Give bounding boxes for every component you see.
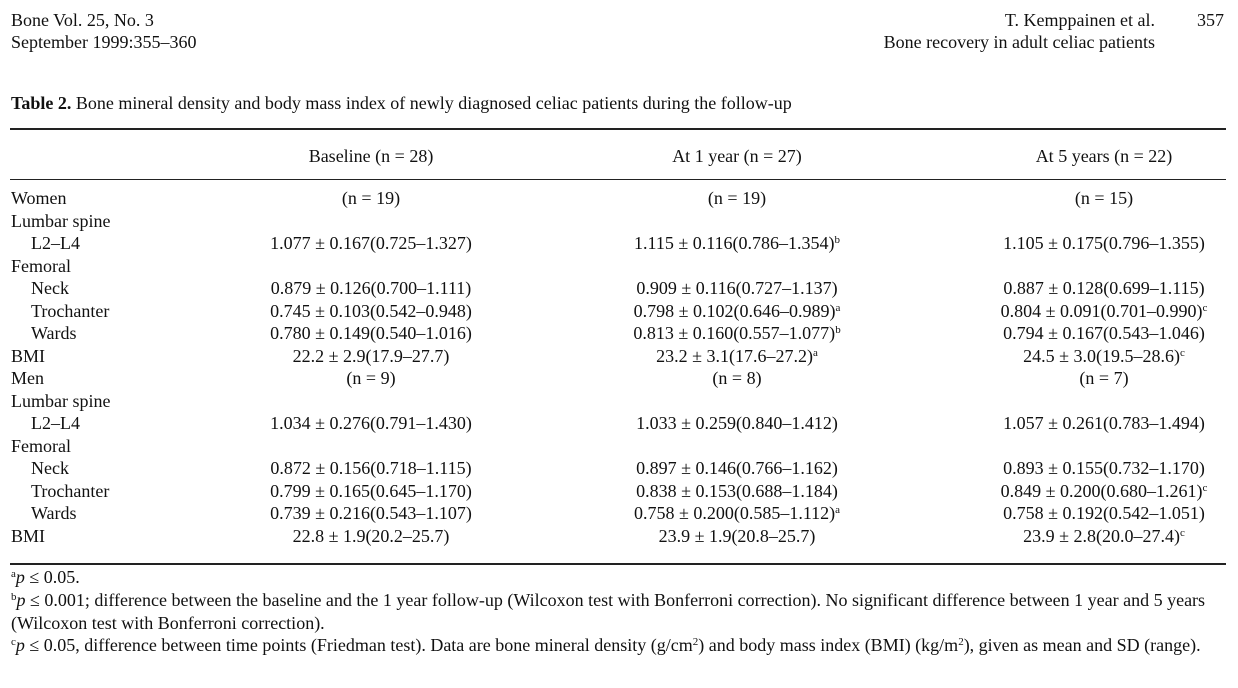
row-label: Lumbar spine — [11, 390, 111, 411]
journal-date-pages: September 1999:355–360 — [11, 32, 197, 52]
cell-baseline — [270, 323, 472, 344]
cell-5-years — [1003, 323, 1205, 344]
cell-5-years — [1075, 188, 1133, 209]
row-label: Femoral — [11, 435, 71, 456]
cell-5-years — [1003, 233, 1205, 254]
footnote-c-text-1: ≤ 0.05, difference between time points (Friedman test). Data are bone mineral density (g/cm — [24, 635, 693, 655]
cell-value: (n = 19) — [707, 188, 767, 208]
column-header-5-years: At 5 years (n = 22) — [1035, 146, 1173, 166]
cell-value: 0.893 ± 0.155(0.732–1.170) — [1003, 458, 1205, 478]
cell-baseline — [270, 503, 472, 524]
running-header-right — [884, 9, 1155, 53]
footnote-c-text-2: ) and body mass index (BMI) (kg/m — [698, 635, 959, 655]
cell-value: 0.758 ± 0.200(0.585–1.112) — [633, 503, 836, 523]
cell-5-years — [1001, 481, 1208, 502]
footnote-a-p: p — [15, 567, 25, 587]
row-label: L2–L4 — [31, 413, 80, 433]
cell-value: 23.9 ± 2.8(20.0–27.4) — [1023, 525, 1180, 546]
footnote-marker: c — [1179, 346, 1185, 359]
cell-value: 1.033 ± 0.259(0.840–1.412) — [636, 413, 838, 433]
row-label: Neck — [31, 278, 69, 298]
cell-value: 1.077 ± 0.167(0.725–1.327) — [270, 233, 472, 253]
footnote-c-sup-1: 2 — [692, 636, 699, 648]
cell-value: 0.745 ± 0.103(0.542–0.948) — [270, 300, 472, 321]
column-header-1-year: At 1 year (n = 27) — [672, 146, 802, 166]
cell-5-years — [1003, 503, 1205, 524]
cell-5-years — [1003, 413, 1205, 434]
cell-value: 0.838 ± 0.153(0.688–1.184) — [636, 480, 838, 501]
page-number: 357 — [1197, 10, 1224, 30]
row-label: Women — [11, 188, 67, 208]
cell-1-year — [634, 301, 841, 322]
cell-value: 0.799 ± 0.165(0.645–1.170) — [270, 480, 472, 501]
cell-value: 1.034 ± 0.276(0.791–1.430) — [270, 413, 472, 433]
running-header-left — [11, 9, 196, 53]
cell-value: 0.739 ± 0.216(0.543–1.107) — [270, 503, 472, 523]
journal-volume: Bone Vol. 25, No. 3 — [11, 10, 154, 30]
cell-value: 0.897 ± 0.146(0.766–1.162) — [636, 458, 838, 478]
footnote-b-mark: b — [11, 591, 17, 603]
cell-value: 0.887 ± 0.128(0.699–1.115) — [1003, 278, 1205, 298]
footnote-b — [11, 589, 1227, 634]
cell-baseline — [342, 188, 400, 209]
cell-value: 0.849 ± 0.200(0.680–1.261) — [1000, 480, 1203, 501]
cell-baseline — [270, 301, 472, 322]
footnote-b-p: p — [16, 590, 26, 610]
cell-5-years — [1079, 368, 1128, 389]
cell-value: 0.794 ± 0.167(0.543–1.046) — [1003, 323, 1205, 343]
cell-value: 23.2 ± 3.1(17.6–27.2) — [656, 345, 813, 366]
cell-1-year — [656, 346, 818, 367]
footnote-marker: c — [1179, 526, 1185, 539]
footnote-marker: b — [835, 324, 841, 336]
cell-1-year — [634, 233, 840, 254]
cell-value: (n = 9) — [346, 368, 396, 388]
cell-value: (n = 15) — [1074, 188, 1134, 208]
cell-value: (n = 7) — [1079, 368, 1129, 388]
table-header-rule — [10, 179, 1226, 180]
cell-1-year — [659, 526, 816, 547]
footnote-c-mark: c — [11, 636, 16, 648]
table-bottom-rule — [10, 563, 1226, 565]
cell-value: 24.5 ± 3.0(19.5–28.6) — [1023, 345, 1180, 366]
cell-value: 1.115 ± 0.116(0.786–1.354) — [633, 233, 835, 253]
row-label: BMI — [11, 525, 46, 546]
row-label: Femoral — [11, 255, 71, 276]
cell-5-years — [1001, 301, 1208, 322]
row-label: Wards — [31, 323, 77, 343]
cell-value: 0.798 ± 0.102(0.646–0.989) — [633, 300, 836, 321]
cell-value: 0.879 ± 0.126(0.700–1.111) — [270, 278, 472, 298]
cell-1-year — [708, 188, 766, 209]
footnote-a-mark: a — [11, 568, 16, 580]
row-label: Lumbar spine — [11, 210, 111, 231]
footnote-marker: b — [834, 234, 841, 246]
row-label: L2–L4 — [31, 233, 80, 253]
row-label: Trochanter — [31, 300, 110, 321]
cell-5-years — [1023, 346, 1185, 367]
footnote-c-text-3: ), given as mean and SD (range). — [963, 635, 1201, 655]
cell-value: (n = 8) — [712, 368, 762, 388]
cell-value: 23.9 ± 1.9(20.8–25.7) — [658, 525, 816, 546]
cell-1-year — [636, 481, 838, 502]
cell-5-years — [1003, 458, 1205, 479]
cell-baseline — [270, 413, 472, 434]
table-top-rule — [10, 128, 1226, 130]
row-label: Men — [11, 368, 44, 388]
cell-value: 0.804 ± 0.091(0.701–0.990) — [1000, 300, 1203, 321]
cell-value: (n = 19) — [341, 188, 401, 208]
footnote-marker: a — [835, 301, 841, 314]
cell-value: 1.057 ± 0.261(0.783–1.494) — [1003, 413, 1205, 433]
footnote-marker: a — [835, 504, 841, 516]
footnote-marker: a — [812, 346, 818, 359]
cell-value: 22.8 ± 1.9(20.2–25.7) — [292, 525, 450, 546]
cell-baseline — [293, 346, 450, 367]
cell-baseline — [270, 481, 472, 502]
footnote-c-sup-2: 2 — [958, 636, 964, 648]
cell-value: 0.909 ± 0.116(0.727–1.137) — [636, 278, 838, 298]
cell-baseline — [293, 526, 450, 547]
footnote-c-p: p — [15, 635, 25, 655]
cell-5-years — [1003, 278, 1204, 299]
row-label: Wards — [31, 503, 77, 523]
footnote-a — [11, 566, 1227, 589]
cell-1-year — [634, 503, 840, 524]
cell-5-years — [1023, 526, 1185, 547]
cell-baseline — [271, 278, 472, 299]
footnote-c — [11, 634, 1227, 657]
cell-baseline — [270, 458, 471, 479]
cell-1-year — [712, 368, 761, 389]
article-short-title: Bone recovery in adult celiac patients — [883, 32, 1155, 52]
row-label: Neck — [31, 458, 69, 478]
footnote-b-text: ≤ 0.001; difference between the baseline and the 1 year follow-up (Wilcoxon test with Bonferroni correction). No significant difference between 1 year and 5 years (Wilcoxon test with Bonferroni correction). — [11, 590, 1206, 633]
cell-1-year — [636, 458, 838, 479]
cell-1-year — [636, 278, 837, 299]
cell-value: 0.780 ± 0.149(0.540–1.016) — [270, 323, 472, 343]
table-caption-label: Table 2. — [11, 93, 72, 113]
cell-baseline — [346, 368, 395, 389]
column-header-baseline: Baseline (n = 28) — [308, 146, 434, 166]
cell-1-year — [636, 413, 838, 434]
table-caption-text: Bone mineral density and body mass index of newly diagnosed celiac patients during the follow-up — [75, 93, 792, 113]
cell-baseline — [270, 233, 472, 254]
table-caption — [11, 93, 792, 114]
cell-value: 1.105 ± 0.175(0.796–1.355) — [1003, 233, 1205, 253]
cell-1-year — [633, 323, 840, 344]
cell-value: 0.872 ± 0.156(0.718–1.115) — [270, 458, 472, 478]
cell-value: 0.813 ± 0.160(0.557–1.077) — [633, 323, 836, 343]
row-label: Trochanter — [31, 480, 110, 501]
footnote-marker: c — [1202, 301, 1208, 314]
footnote-marker: c — [1202, 481, 1208, 494]
article-authors: T. Kemppainen et al. — [1004, 10, 1155, 30]
footnote-a-text: ≤ 0.05. — [24, 567, 80, 587]
cell-value: 22.2 ± 2.9(17.9–27.7) — [292, 345, 450, 366]
cell-value: 0.758 ± 0.192(0.542–1.051) — [1003, 503, 1205, 523]
row-label: BMI — [11, 345, 46, 366]
